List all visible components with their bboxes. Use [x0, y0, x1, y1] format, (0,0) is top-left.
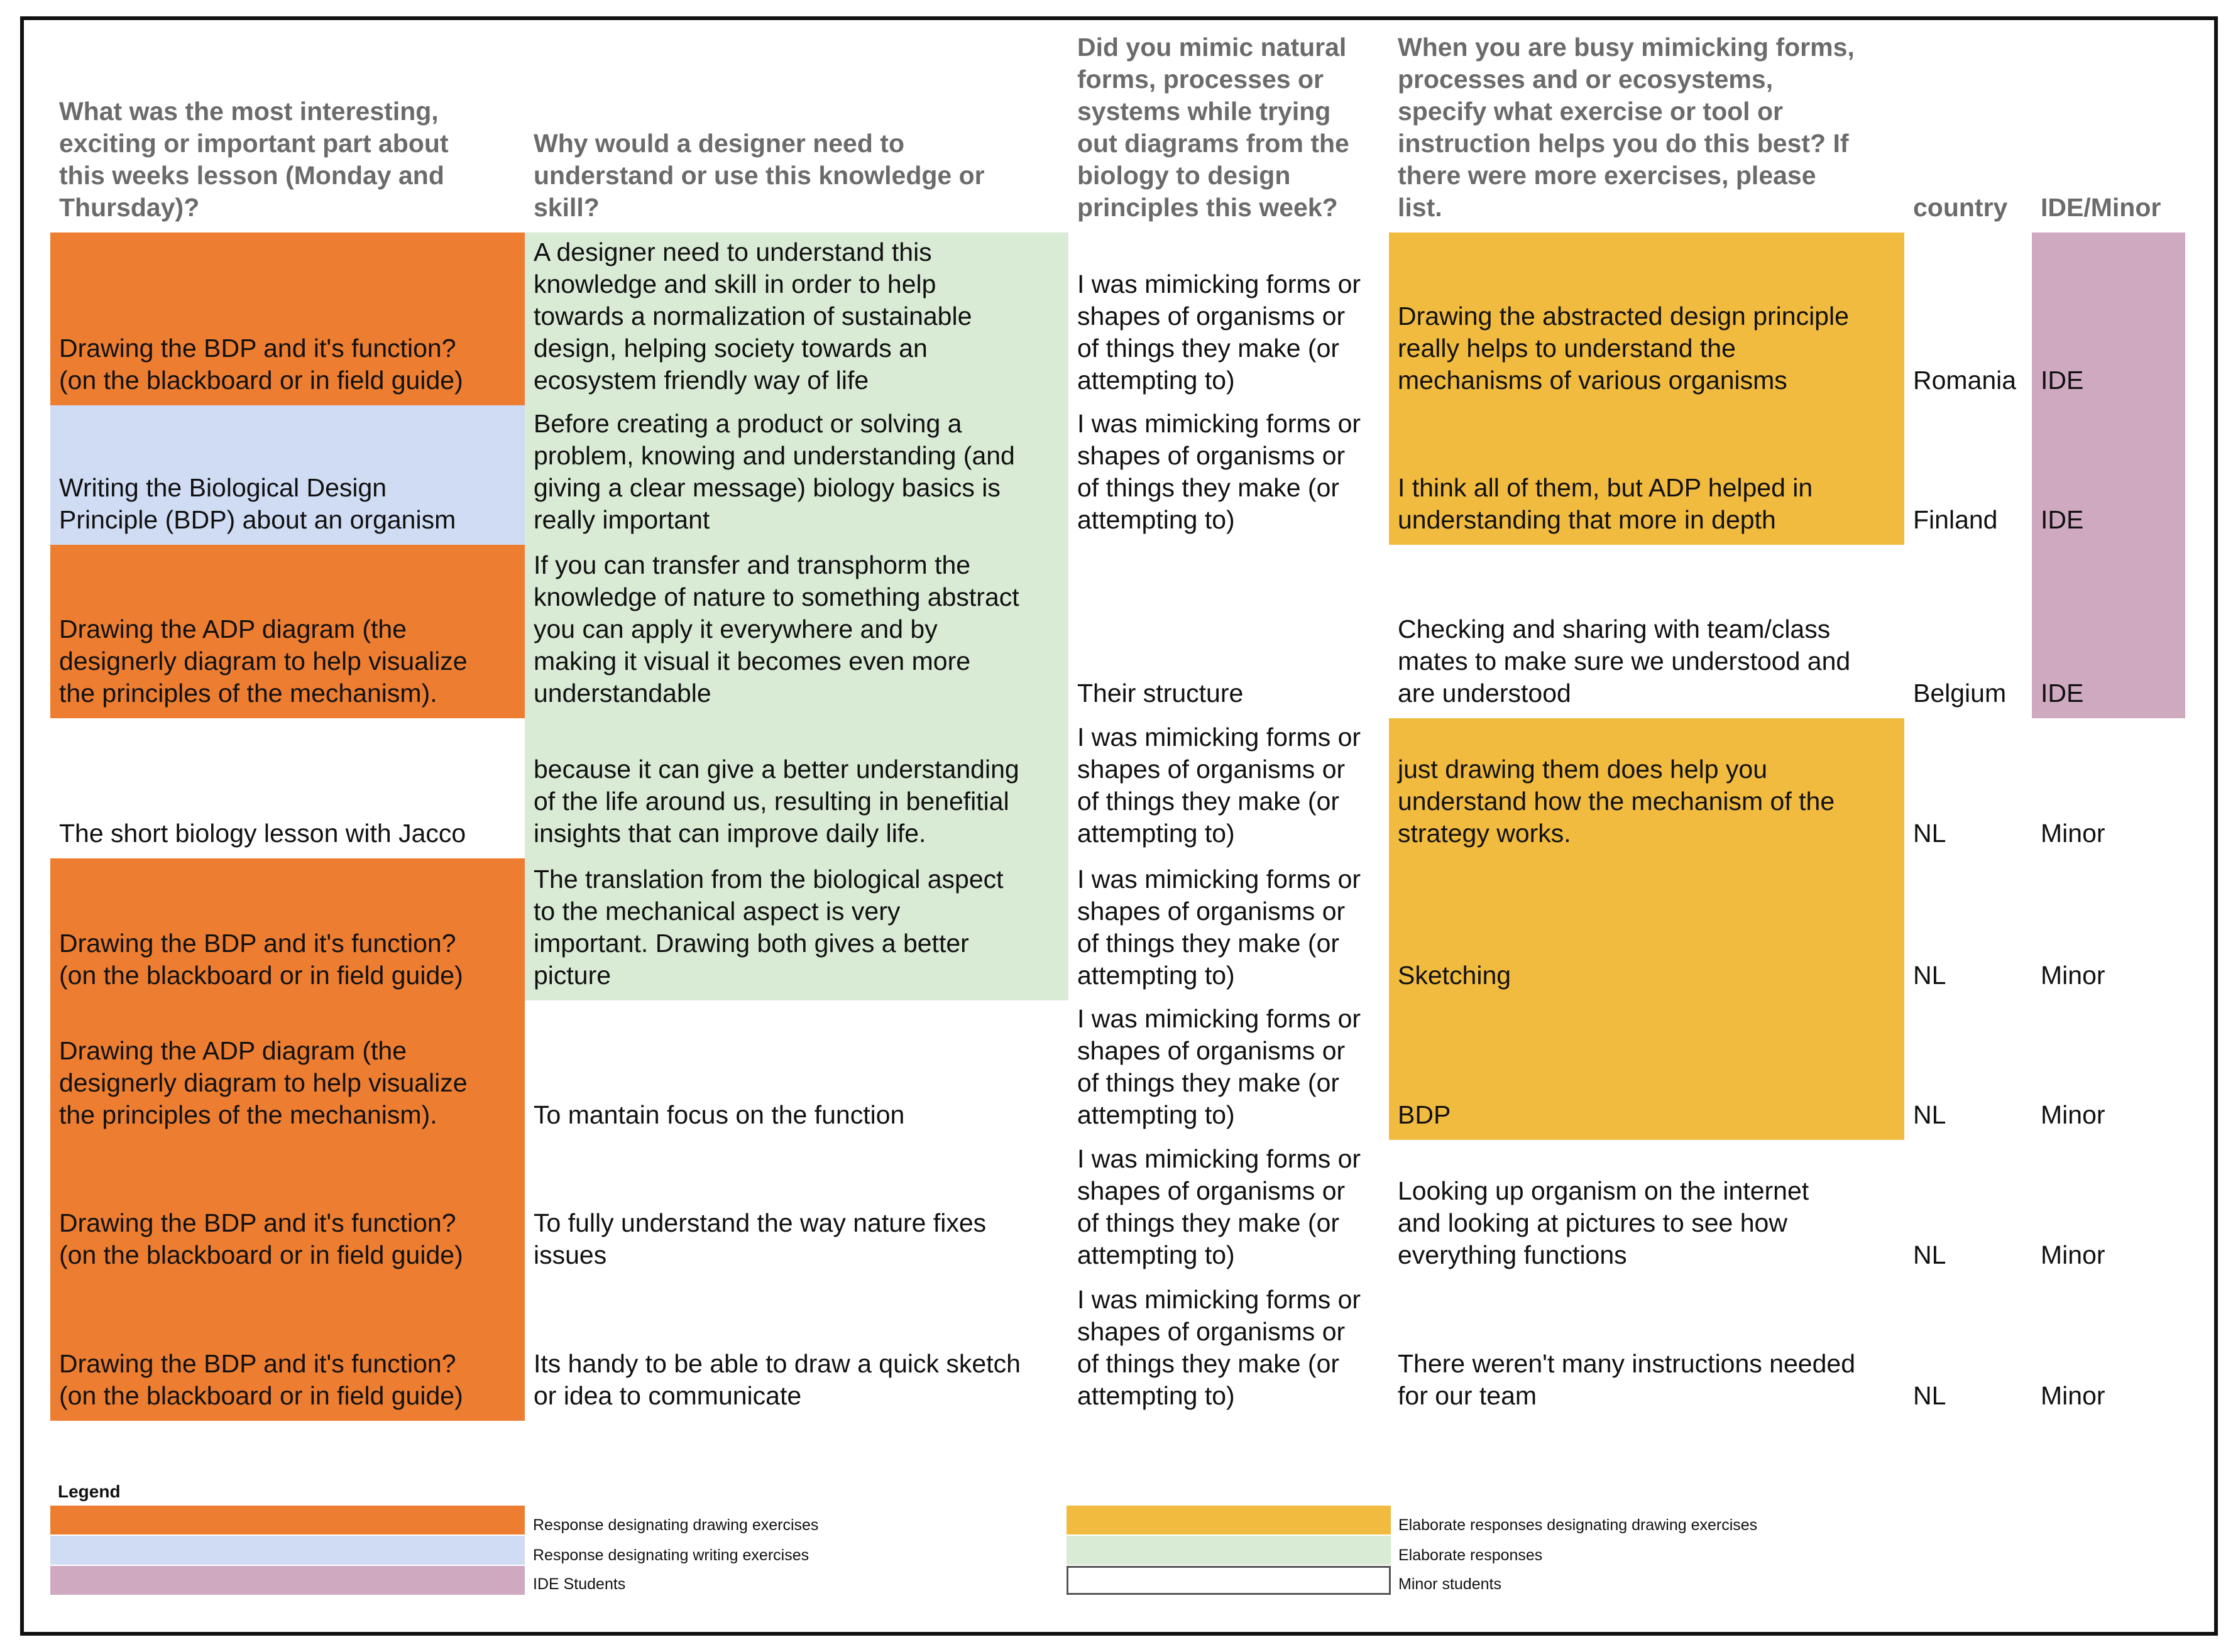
row-6-interesting: Drawing the ADP diagram (the designerly diagram to help visualize the principles of the mechanism). [59, 1036, 468, 1129]
legend-swatch-minor [1067, 1566, 1391, 1595]
header-mimic: Did you mimic natural forms, processes or systems while trying out diagrams from the biology to design principles this week? [1077, 33, 1349, 222]
row-6-mimic: I was mimicking forms or shapes of organisms or of things they make (or attempting to) [1077, 1004, 1361, 1129]
row-2-ide-minor: IDE [2041, 505, 2084, 534]
row-1-country: Romania [1913, 366, 2017, 395]
row-4-why: because it can give a better understanding of the life around us, resulting in benefitial insights that can improve daily life. [534, 755, 1019, 848]
header-country: country [1913, 193, 2008, 222]
row-8-mimic: I was mimicking forms or shapes of organisms or of things they make (or attempting to) [1077, 1285, 1361, 1410]
row-3-why: If you can transfer and transphorm the knowledge of nature to something abstract you can apply it everywhere and by making it visual it becomes even more understandable [534, 550, 1019, 708]
row-2-mimic: I was mimicking forms or shapes of organisms or of things they make (or attempting to) [1077, 409, 1361, 534]
legend-label-drawing: Response designating drawing exercises [533, 1516, 819, 1534]
legend-swatch-ide [50, 1566, 525, 1595]
row-5-exercise: Sketching [1398, 961, 1511, 990]
row-5-interesting: Drawing the BDP and it's function? (on the blackboard or in field guide) [59, 929, 463, 990]
row-7-exercise: Looking up organism on the internet and looking at pictures to see how everything functions [1398, 1176, 1809, 1269]
row-4-country: NL [1913, 819, 1946, 848]
legend-swatch-elaborate-drawing [1067, 1506, 1391, 1534]
legend-swatch-writing [50, 1536, 525, 1565]
row-1-mimic: I was mimicking forms or shapes of organisms or of things they make (or attempting to) [1077, 270, 1361, 395]
row-1-ide-minor: IDE [2041, 366, 2084, 395]
row-1-interesting: Drawing the BDP and it's function? (on the blackboard or in field guide) [59, 334, 463, 395]
row-6-exercise: BDP [1398, 1100, 1451, 1129]
row-8-ide-minor: Minor [2041, 1381, 2105, 1410]
legend-label-elaborate-drawing: Elaborate responses designating drawing exercises [1398, 1516, 1758, 1534]
header-interesting: What was the most interesting, exciting or important part about this weeks lesson (Monday and Thursday)? [59, 97, 449, 222]
row-5-ide-minor: Minor [2041, 961, 2105, 990]
row-6-country: NL [1913, 1100, 1946, 1129]
row-1-why: A designer need to understand this knowledge and skill in order to help towards a normalization of sustainable design, helping society towards an ecosystem friendly way of life [534, 238, 972, 395]
row-7-interesting: Drawing the BDP and it's function? (on the blackboard or in field guide) [59, 1208, 463, 1269]
row-4-exercise: just drawing them does help you understand how the mechanism of the strategy works. [1398, 755, 1835, 848]
row-6-ide-minor: Minor [2041, 1100, 2105, 1129]
header-ide-minor: IDE/Minor [2041, 193, 2161, 222]
row-2-why: Before creating a product or solving a problem, knowing and understanding (and giving a clear message) biology basics is really important [534, 409, 1015, 534]
row-6-why: To mantain focus on the function [534, 1100, 905, 1129]
header-why: Why would a designer need to understand or use this knowledge or skill? [534, 129, 985, 222]
row-7-country: NL [1913, 1240, 1946, 1269]
row-5-why: The translation from the biological aspect to the mechanical aspect is very important. Drawing both gives a better picture [534, 865, 1004, 990]
legend-label-ide: IDE Students [533, 1575, 626, 1593]
legend-label-elaborate: Elaborate responses [1398, 1546, 1543, 1564]
row-3-mimic: Their structure [1077, 679, 1244, 708]
legend-label-writing: Response designating writing exercises [533, 1546, 809, 1564]
row-8-interesting: Drawing the BDP and it's function? (on the blackboard or in field guide) [59, 1349, 463, 1410]
row-5-country: NL [1913, 961, 1946, 990]
row-4-interesting: The short biology lesson with Jacco [59, 819, 466, 848]
row-3-exercise: Checking and sharing with team/class mates to make sure we understood and are understood [1398, 615, 1851, 708]
row-8-why: Its handy to be able to draw a quick sketch or idea to communicate [534, 1349, 1021, 1410]
row-4-mimic: I was mimicking forms or shapes of organisms or of things they make (or attempting to) [1077, 723, 1361, 848]
legend-swatch-elaborate [1067, 1536, 1391, 1565]
row-4-ide-minor: Minor [2041, 819, 2105, 848]
row-3-ide-minor: IDE [2041, 679, 2084, 708]
row-7-mimic: I was mimicking forms or shapes of organisms or of things they make (or attempting to) [1077, 1144, 1361, 1269]
row-3-country: Belgium [1913, 679, 2007, 708]
row-2-country: Finland [1913, 505, 1998, 534]
row-5-mimic: I was mimicking forms or shapes of organisms or of things they make (or attempting to) [1077, 865, 1361, 990]
row-2-interesting: Writing the Biological Design Principle (BDP) about an organism [59, 473, 456, 534]
row-1-exercise: Drawing the abstracted design principle really helps to understand the mechanisms of various organisms [1398, 302, 1849, 395]
legend-swatch-drawing [50, 1506, 525, 1534]
legend-label-minor: Minor students [1398, 1575, 1501, 1593]
row-8-exercise: There weren't many instructions needed for our team [1398, 1349, 1855, 1410]
legend-title: Legend [58, 1482, 121, 1501]
row-7-ide-minor: Minor [2041, 1240, 2105, 1269]
row-7-why: To fully understand the way nature fixes issues [534, 1208, 987, 1269]
row-8-country: NL [1913, 1381, 1946, 1410]
row-3-interesting: Drawing the ADP diagram (the designerly diagram to help visualize the principles of the mechanism). [59, 615, 468, 708]
header-exercise: When you are busy mimicking forms, processes and or ecosystems, specify what exercise or tool or instruction helps you do this best? If there were more exercises, please list. [1398, 33, 1855, 222]
row-2-exercise: I think all of them, but ADP helped in understanding that more in depth [1398, 473, 1813, 534]
